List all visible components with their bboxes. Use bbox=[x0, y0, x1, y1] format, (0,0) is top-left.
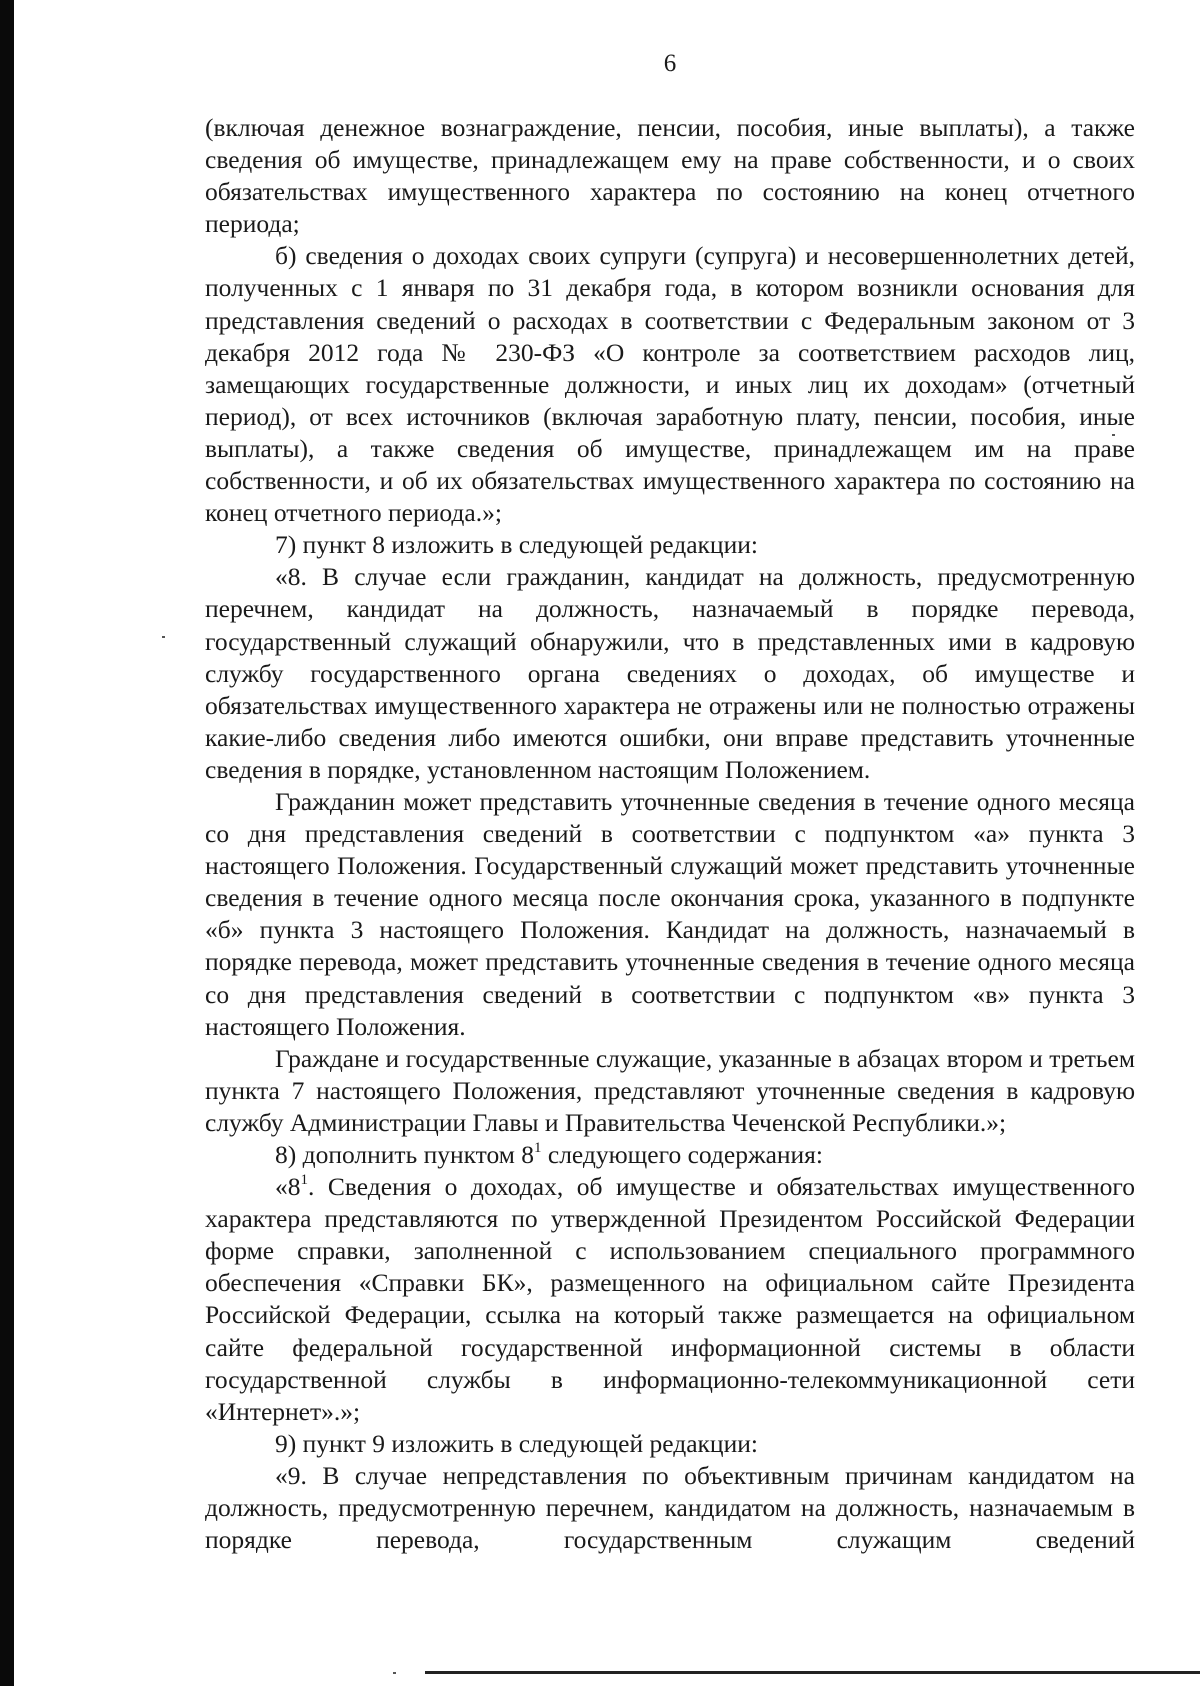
paragraph-point-8: «8. В случае если гражданин, кандидат на должность, предусмотренную перечнем, кандидат на должность, назначаемый в порядке перевода, государственный служащий обнаружили, что в представленных ими в кадровую службу государственного органа сведениях о доходах, об имуществе и обязательствах имущественного характера не отражены или не полностью отражены какие-либо сведения либо имеются ошибки, они вправе представить уточненные сведения в порядке, установленном настоящим Положением. bbox=[205, 562, 1135, 784]
paragraph-item-8-text-end: следующего содержания: bbox=[541, 1140, 823, 1169]
page-number: 6 bbox=[663, 50, 677, 77]
scan-speck bbox=[162, 636, 165, 638]
scan-speck bbox=[393, 1672, 396, 1674]
superscript-1: 1 bbox=[534, 1139, 542, 1156]
paragraph-item-8 bbox=[205, 1139, 1135, 1171]
paragraph-citizen-clarification: Гражданин может представить уточненные сведения в течение одного месяца со дня представления сведений в соответствии с подпунктом «а» пункта 3 настоящего Положения. Государственный служащий может представить уточненные сведения в течение одного месяца после окончания срока, указанного в подпункте «б» пункта 3 настоящего Положения. Кандидат на должность, назначаемый в порядке перевода, может представить уточненные сведения в течение одного месяца со дня представления сведений в соответствии с подпунктом «в» пункта 3 настоящего Положения. bbox=[205, 786, 1135, 1041]
paragraph-item-8-text: 8) дополнить пунктом 8 bbox=[275, 1140, 534, 1169]
paragraph-continuation: (включая денежное вознаграждение, пенсии, пособия, иные выплаты), а также сведения об имуществе, принадлежащем ему на праве собственности, и о своих обязательствах имущественного характера по состоянию на конец отчетного периода; bbox=[205, 113, 1135, 239]
superscript-1: 1 bbox=[300, 1171, 308, 1188]
scan-left-border bbox=[0, 0, 14, 1686]
paragraph-item-9: 9) пункт 9 изложить в следующей редакции: bbox=[275, 1428, 758, 1458]
paragraph-item-7: 7) пункт 8 изложить в следующей редакции: bbox=[275, 530, 758, 560]
paragraph-citizens-servants: Граждане и государственные служащие, указанные в абзацах втором и третьем пункта 7 настоящего Положения, представляют уточненные сведения в кадровую службу Администрации Главы и Правительства Чеченской Республики.»; bbox=[205, 1043, 1135, 1137]
document-body bbox=[205, 112, 1135, 1556]
paragraph-point-8-1-start: «8 bbox=[275, 1172, 301, 1202]
paragraph-point-8-1 bbox=[205, 1171, 1135, 1428]
scan-bottom-line bbox=[425, 1671, 1200, 1674]
paragraph-point-8-1-text: . Сведения о доходах, об имуществе и обязательствах имущественного характера представляются по утвержденной Президентом Российской Федерации форме справки, заполненной с использованием специального программного обеспечения «Справки БК», размещенного на официальном сайте Президента Российской Федерации, ссылка на который также размещается на официальном сайте федеральной государственной информационной системы в области государственной службы в информационно-телекоммуникационной сети «Интернет».»; bbox=[205, 1172, 1135, 1426]
paragraph-subitem-b: б) сведения о доходах своих супруги (супруга) и несовершеннолетних детей, полученных с 1 января по 31 декабря года, в котором возникли основания для представления сведений о расходах в соответствии с Федеральным законом от 3 декабря 2012 года № 230-ФЗ «О контроле за соответствием расходов лиц, замещающих государственные должности, и иных лиц их доходам» (отчетный период), от всех источников (включая заработную плату, пенсии, пособия, иные выплаты), а также сведения об имуществе, принадлежащем им на праве собственности, и об их обязательствах имущественного характера по состоянию на конец отчетного периода.»; bbox=[205, 241, 1135, 528]
paragraph-point-9: «9. В случае непредставления по объективным причинам кандидатом на должность, предусмотренную перечнем, кандидатом на должность, назначаемым в порядке перевода, государственным служащим сведений bbox=[205, 1460, 1135, 1555]
